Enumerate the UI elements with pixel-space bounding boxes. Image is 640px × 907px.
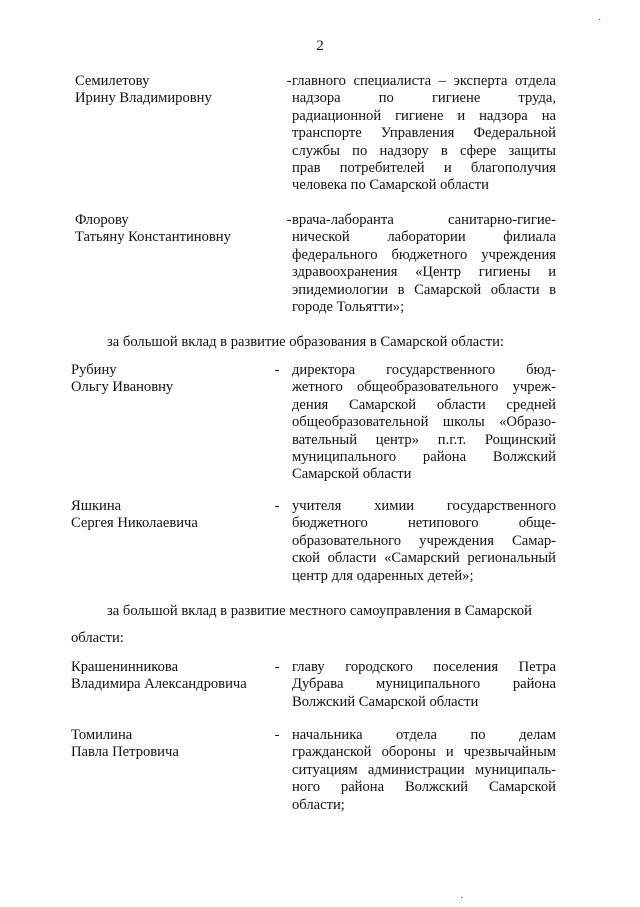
desc-line: муниципального района Волжский bbox=[292, 449, 556, 466]
desc-line: ного района Волжский Самарской bbox=[292, 779, 556, 796]
surname: Рубину bbox=[71, 362, 117, 378]
position-description bbox=[292, 498, 556, 585]
person-name bbox=[75, 212, 275, 247]
desc-line: здравоохранения «Центр гигиены и bbox=[292, 264, 556, 281]
surname: Семилетову bbox=[75, 73, 150, 89]
desc-line: ситуациям администрации муниципаль- bbox=[292, 761, 556, 778]
position-description bbox=[292, 727, 556, 814]
desc-line: радиационной гигиене и надзора на bbox=[292, 107, 556, 124]
desc-line: врача-лаборанта санитарно-гигие- bbox=[292, 212, 556, 228]
desc-line: дения Самарской области средней bbox=[292, 396, 556, 413]
desc-line: центр для одаренных детей»; bbox=[292, 567, 474, 584]
dash: - bbox=[274, 362, 280, 378]
dash: - bbox=[286, 212, 292, 228]
desc-line: человека по Самарской области bbox=[292, 177, 489, 194]
section-heading: за большой вклад в развитие местного самоуправления в Самарской bbox=[107, 603, 532, 619]
surname: Крашенинникова bbox=[71, 659, 179, 675]
surname: Яшкина bbox=[71, 498, 122, 514]
desc-line: федерального бюджетного учреждения bbox=[292, 246, 556, 263]
given-names: Павла Петровича bbox=[71, 744, 179, 761]
surname: Томилина bbox=[71, 727, 133, 743]
desc-line: Волжский Самарской области bbox=[292, 693, 479, 710]
scan-speck: · bbox=[460, 893, 464, 904]
desc-line: службы по надзору в сфере защиты bbox=[292, 142, 556, 159]
desc-line: директора государственного бюд- bbox=[292, 362, 556, 378]
desc-line: надзора по гигиене труда, bbox=[292, 90, 556, 107]
position-description bbox=[292, 659, 556, 711]
desc-line: ской области «Самарский региональный bbox=[292, 550, 556, 567]
desc-line: нической лаборатории филиала bbox=[292, 229, 556, 246]
person-name bbox=[71, 659, 271, 694]
position-description bbox=[292, 212, 556, 316]
given-names: Татьяну Константиновну bbox=[75, 229, 231, 246]
desc-line: учителя химии государственного bbox=[292, 498, 556, 514]
page-number: 2 bbox=[316, 38, 324, 54]
desc-line: общеобразовательной школы «Образо- bbox=[292, 414, 556, 431]
desc-line: прав потребителей и благополучия bbox=[292, 160, 556, 177]
desc-line: главу городского поселения Петра bbox=[292, 659, 556, 675]
desc-line: городе Тольятти»; bbox=[292, 299, 405, 316]
surname: Флорову bbox=[75, 212, 129, 228]
section-heading-continuation: области: bbox=[71, 630, 124, 646]
desc-line: эпидемиологии в Самарской области в bbox=[292, 281, 556, 298]
position-description bbox=[292, 73, 556, 195]
person-name bbox=[75, 73, 275, 108]
position-description bbox=[292, 362, 556, 484]
given-names: Сергея Николаевича bbox=[71, 515, 198, 532]
desc-line: начальника отдела по делам bbox=[292, 727, 556, 743]
desc-line: образовательного учреждения Самар- bbox=[292, 532, 556, 549]
person-name bbox=[71, 362, 271, 397]
given-names: Владимира Александровича bbox=[71, 676, 247, 693]
person-name bbox=[71, 727, 271, 762]
dash: - bbox=[274, 498, 280, 514]
dash: - bbox=[274, 659, 280, 675]
desc-line: жетного общеобразовательного учреж- bbox=[292, 379, 556, 396]
desc-line: главного специалиста – эксперта отдела bbox=[292, 73, 556, 89]
dash: - bbox=[286, 73, 292, 89]
desc-line: транспорте Управления Федеральной bbox=[292, 125, 556, 142]
desc-line: бюджетного нетипового обще- bbox=[292, 515, 556, 532]
given-names: Ирину Владимировну bbox=[75, 90, 212, 107]
desc-line: Дубрава муниципального района bbox=[292, 676, 556, 693]
dash: - bbox=[274, 727, 280, 743]
given-names: Ольгу Ивановну bbox=[71, 379, 174, 396]
desc-line: Самарской области bbox=[292, 466, 412, 483]
scan-speck: · bbox=[598, 15, 602, 26]
desc-line: вательный центр» п.г.т. Рощинский bbox=[292, 431, 556, 448]
desc-line: гражданской обороны и чрезвычайным bbox=[292, 744, 556, 761]
person-name bbox=[71, 498, 271, 533]
section-heading: за большой вклад в развитие образования в Самарской области: bbox=[107, 334, 504, 350]
desc-line: области; bbox=[292, 796, 345, 813]
